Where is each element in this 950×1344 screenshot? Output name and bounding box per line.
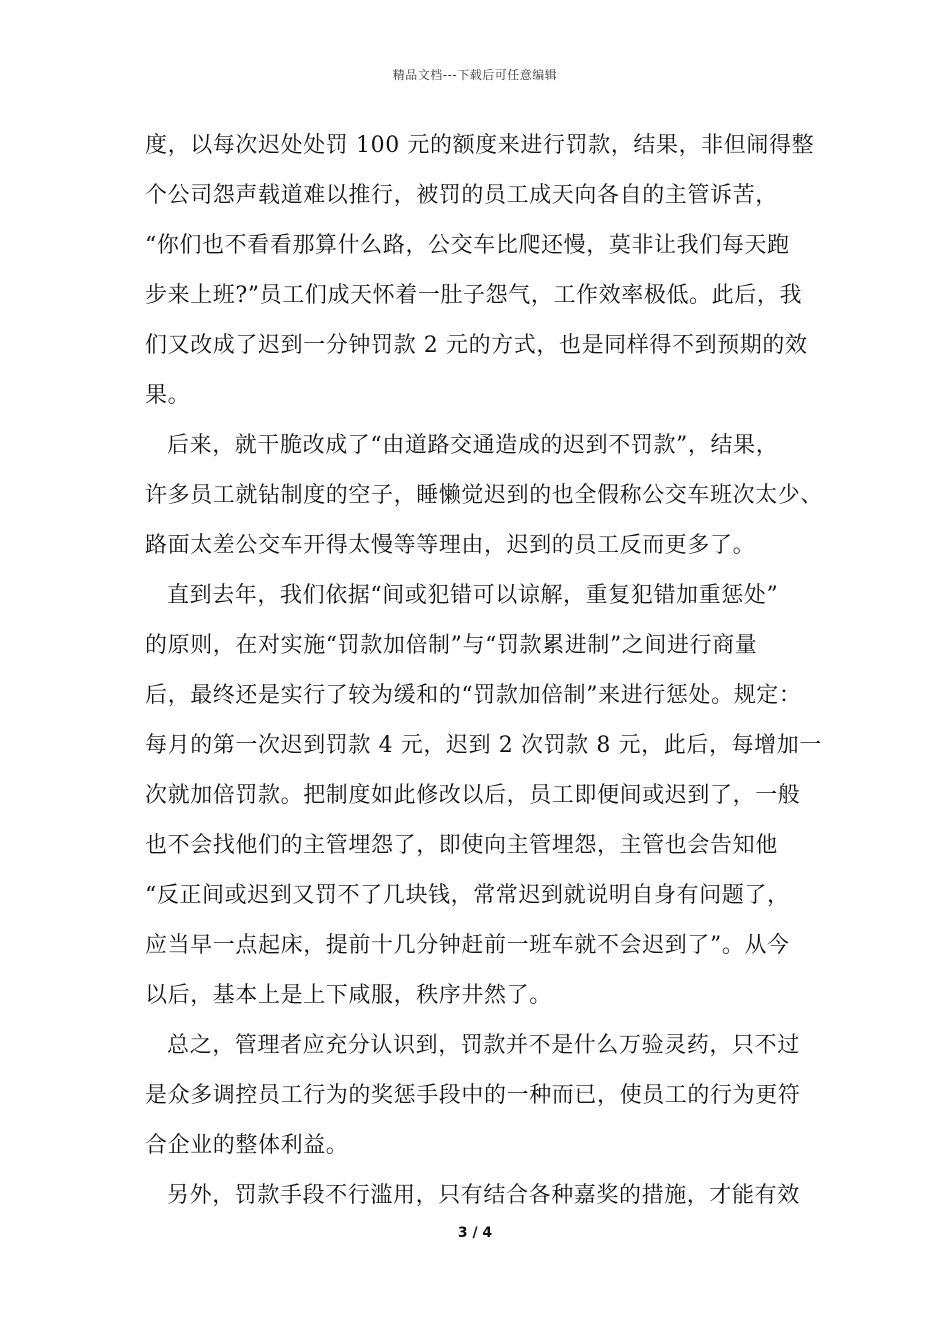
- text-line: 另外，罚款手段不行滥用，只有结合各种嘉奖的措施，才能有效: [167, 1183, 800, 1208]
- document-body: [145, 121, 824, 1221]
- text-line: “你们也不看看那算什么路，公交车比爬还慢，莫非让我们每天跑: [145, 233, 790, 258]
- text-line: 应当早一点起床，提前十几分钟赶前一班车就不会迟到了”。从今: [145, 933, 790, 958]
- text-line: 们又改成了迟到一分钟罚款 2 元的方式，也是同样得不到预期的效: [145, 333, 808, 358]
- text-line: 果。: [145, 383, 191, 408]
- text-line: 路面太差公交车开得太慢等等理由，迟到的员工反而更多了。: [145, 533, 756, 558]
- text-line: 度，以每次迟处处罚 100 元的额度来进行罚款，结果，非但闹得整: [145, 133, 815, 158]
- text-line: 个公司怨声载道难以推行，被罚的员工成天向各自的主管诉苦，: [145, 183, 778, 208]
- page-number: 3 / 4: [457, 1225, 493, 1241]
- text-line: 步来上班?”员工们成天怀着一肚子怨气，工作效率极低。此后，我: [145, 283, 803, 308]
- text-line: 合企业的整体利益。: [145, 1133, 349, 1158]
- text-line: “反正间或迟到又罚不了几块钱，常常迟到就说明自身有问题了，: [145, 883, 790, 908]
- text-line: 次就加倍罚款。把制度如此修改以后，员工即便间或迟到了，一般: [145, 783, 801, 808]
- text-line: 每月的第一次迟到罚款 4 元，迟到 2 次罚款 8 元，此后，每增加一: [145, 733, 822, 758]
- text-line: 是众多调控员工行为的奖惩手段中的一种而已，使员工的行为更符: [145, 1083, 801, 1108]
- text-line: 后，最终还是实行了较为缓和的“罚款加倍制”来进行惩处。规定：: [145, 683, 802, 708]
- text-line: 以后，基本上是上下咸服，秩序井然了。: [145, 983, 552, 1008]
- text-line: 的原则，在对实施“罚款加倍制”与“罚款累进制”之间进行商量: [145, 633, 758, 658]
- text-line: 后来，就干脆改成了“由道路交通造成的迟到不罚款”，结果，: [167, 433, 779, 458]
- text-line: 总之，管理者应充分认识到，罚款并不是什么万验灵药，只不过: [167, 1033, 800, 1058]
- text-line: 直到去年，我们依据“间或犯错可以谅解，重复犯错加重惩处”: [167, 583, 779, 608]
- text-line: 许多员工就钻制度的空子，睡懒觉迟到的也全假称公交车班次太少、: [145, 483, 824, 508]
- text-line: 也不会找他们的主管埋怨了，即使向主管埋怨，主管也会告知他: [145, 833, 778, 858]
- page-header: 精品文档---下载后可任意编辑: [392, 68, 558, 82]
